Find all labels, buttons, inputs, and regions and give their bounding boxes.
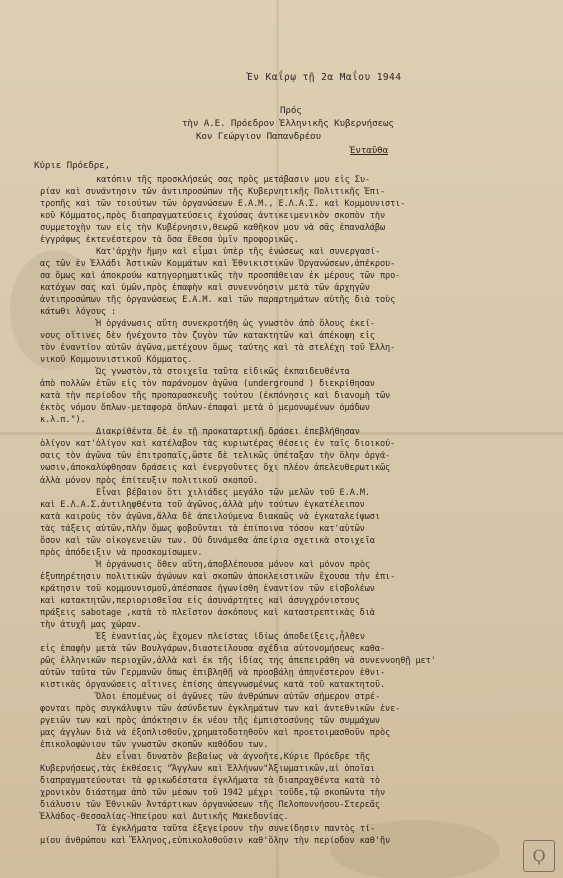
body-line: Διακρίθέντα δὲ ἐν τῇ προκαταρτικῇ δράσει ἐπεβλήθησαν <box>96 427 360 438</box>
body-line: ἐγγράφως ἐκτενέστερον τὰ ὅσα ἔθεσα ὑμῖν προφορικῶς. <box>40 235 299 246</box>
body-line: Τὰ ἐγκλήματα ταῦτα ἐξεγείρουν τὴν συνείδησιν παντὸς τί- <box>96 824 376 835</box>
recipient-line: Κον Γεώργιον Παπανδρέου <box>196 131 321 142</box>
body-line: νωσιν,ἀποκαλύφθησαν δράσεις καὶ ἐνεργοῦντες ὄχι πλέον ἀπελευθερωτικῶς <box>40 463 391 474</box>
body-line: ἐξυπηρέτησιν πολιτικῶν ἀγώνων καὶ σκοπῶν ἀποκλειστικῶν ἔχουσα τὴν ἐπι- <box>40 571 396 582</box>
body-line: τὰς τάξεις αὐτῶν,πλὴν ὅμως φοβοῦνται τὰ ἐπίποινα τόσον κατ'αὐτῶν <box>40 523 365 534</box>
body-line: Κατ'ἀρχὴν ἤμην καὶ εἶμαι ὑπὲρ τῆς ἑνώσεως καὶ συνεργασί- <box>96 247 381 258</box>
body-line: διαπραγματεύονται τὰ φρικωδέστατα ἐγκλήματα τὰ διαπραχθέντα κατὰ τὸ <box>40 776 380 786</box>
body-line: αὐτῶν ταῦτα τῶν Γερμανῶν ὅπως ἐπιβληθῇ νὰ προσβάλῃ ἀπηνέστερον ἐθνι- <box>40 667 386 678</box>
body-line: ὀλίγον κατ'ὀλίγον καὶ κατέλαβον τὰς κυριωτέρας θέσεις ἐν ταῖς διοικού- <box>40 439 396 450</box>
body-line: εἰς ἐπαφὴν μετὰ τῶν Βουλγάρων,διαστείλουσα σχέδια αὐτονομήσεως καθα- <box>40 643 386 654</box>
body-line: φονται πρὸς συγκάλυψιν τῶν ἀσύνδετων ἐγκλημάτων των καὶ ἀντεθνικῶν ἐνε- <box>40 703 401 714</box>
body-line: κατὰ τὴν περίοδον τῆς προπαρασκευῆς τούτου (ἐκπόνησις καὶ διανομὴ τῶν <box>40 391 391 402</box>
body-line: μίου ἀνθρώπου καὶ Ἕλληνος,εὐπικολοθοῦσιν καθ'ὅλην τὴν περίοδον καθ'ἣν <box>40 836 391 847</box>
body-line: ἐκτὸς νόμου ὅπλων-μεταφορὰ ὅπλων-ἐπαφαὶ μετὰ ὁ μεμονωμένων ὁμάδων <box>40 403 370 414</box>
body-line: ρῶς ἑλληνικῶν περιοχῶν,ἀλλὰ καὶ ἐκ τῆς ἰδίας της ἀπεπειράθη νὰ συνεννοηθῇ μετ' <box>40 655 436 666</box>
salutation: Κύριε Πρόεδρε, <box>34 160 111 171</box>
body-line: πρὸς ἀπόδειξιν νὰ προσκομίσωμεν. <box>40 547 203 558</box>
body-line: Ἑλλάδος-Θεσσαλίας-Ἠπείρου καὶ Δυτικῆς Μακεδονίας. <box>40 812 289 823</box>
body-line: ἀντιπροσώπων τῆς ὀργανώσεως Ε.Α.Μ. καὶ τῶν παραρτημάτων αὐτῆς διὰ τοὺς <box>40 295 396 306</box>
body-line: καὶ κατακτητῶν,περιορισθεῖσα εἰς ἀσυνάρτητες καὶ ἀσυγχρόνιστους <box>40 595 360 606</box>
body-line: τὴν ἀτυχῆ μας χώραν. <box>40 619 142 630</box>
body-line: νους οἵτινες δὲν ἠνέχοντο τὸν ζυγὸν τῶν κατακτητῶν καὶ ἀπέκοψη εἰς <box>40 331 375 342</box>
body-line: κατόπιν τῆς προσκλήσεώς σας πρὸς μετάβασιν μου εἰς Συ- <box>96 175 370 185</box>
body-line: σαις τὸν ἀγῶνα τῶν ἐπιτροπαῖς,ὥστε δὲ τελικῶς ὑπέταξαν τὴν ὅλην ὀργά- <box>40 451 391 462</box>
body-line: κράτησιν τοῦ κομμουνισμοῦ,ἀπέσπασε ἠγωνίσθη ἐναντίον τῶν εἰσβολέων <box>40 583 375 594</box>
body-line: καὶ Ε.Λ.Α.Σ.ἀντιληφθέντα τοῦ ἀγῶνος,ἀλλὰ μὴν τούτων ἐγκατέλειπον <box>40 499 365 510</box>
body-line: νικοῦ Κομμουνιστικοῦ Κόμματος. <box>40 355 193 366</box>
body-line: ρίαν καὶ συνάντησιν τῶν ἀντιπροσώπων τῆς Κυβερνητικῆς Πολιτικῆς Ἐπι- <box>40 187 386 198</box>
body-line: κιστικὰς ὀργανώσεις αἵτινες ἐπίσης ἀπεγνωσμένως κατὰ τοῦ κατακτητοῦ. <box>40 679 386 690</box>
body-line: Ἡ ὀργάνωσις ὅθεν αὕτη,ἀποβλέπουσα μόνον καὶ μόνον πρὸς <box>96 559 370 570</box>
body-line: Ὡς γνωστὸν,τὰ στοιχεῖα ταῦτα εἰδικῶς ἐκπαιδευθέντα <box>96 367 350 378</box>
recipient-line: Πρός <box>280 105 302 116</box>
letter-date: Ἐν Καΐρῳ τῇ 2α Μαΐου 1944 <box>247 72 402 83</box>
body-line: ας τῶν ἐν Ἑλλάδι Ἀστικῶν Κομμάτων καὶ Ἐθνικιστικῶν Ὀργανώσεων,ἀπέκρου- <box>40 259 396 270</box>
body-line: ὅσον καὶ τῶν οἰκογενειῶν των. Οὐ δυνάμεθα ἀπείρια σχετικὰ στοιχεῖα <box>40 535 375 546</box>
body-line: κοῦ Κόμματος,πρὸς διαπραγματεύσεις ἐχούσας ἀντικειμενικὸν σκοπὸν τὴν <box>40 211 386 222</box>
body-line: κατόχων σας καὶ ὑμῶν,πρὸς ἐπαφὴν καὶ συνεννόησιν μετὰ τῶν ἀρχηγῶν <box>40 283 370 294</box>
archive-stamp-icon: Ϙ <box>523 840 555 872</box>
body-line: ἐπικολοφώνιον τῶν γνωστῶν σκοπῶν καθόδου των. <box>40 739 269 750</box>
recipient-line: Ἐνταῦθα <box>350 145 389 156</box>
body-line: κατὰ καιροὺς τὸν ἀγῶνα,ἄλλα δὲ ἀπειλούμενα διακαῶς νὰ ἐγκαταλείψωσι <box>40 511 380 522</box>
body-line: Ἐξ ἐναντίας,ὡς ἔχομεν πλείστας ἰδίως ἀποδείξεις,ἦλθεν <box>96 631 365 642</box>
body-line: διάλυσιν τῶν Ἐθνικῶν Ἀντάρτικων ὀργανώσεων τῆς Πελοποννήσου-Στερεᾶς <box>40 800 380 811</box>
body-line: Ὅλοι ἐπομένως οἱ ἀγῶνες τῶν ἀνθρώπων αὐτῶν σήμερον στρέ- <box>96 691 381 702</box>
body-line: Δὲν εἶναι δυνατὸν βεβαίως νὰ ἀγνοῆτε,Κύριε Πρόεδρε τῆς <box>96 751 370 762</box>
body-line: τροπῆς καὶ τῶν τοιούτων τῶν ὀργανώσεων Ε.Α.Μ., Ε.Λ.Α.Σ. καὶ Κομμουνιστι- <box>40 199 406 210</box>
body-line: τὸν ἐναντίον αὐτῶν ἀγῶνα,μετέχουν ὅμως ταύτης καὶ τὰ στελέχη τοῦ Ἑλλη- <box>40 343 396 354</box>
body-line: μας ἀγγλων διὰ νὰ ἐξοπλισθοῦν,χρηματοδοτηθοῦν καὶ προετοιμασθοῦν πρὸς <box>40 727 391 738</box>
body-line: πράξεις sabotage ,κατὰ τὸ πλεῖστον ἀσκόπους καὶ καταστρεπτικὰς διὰ <box>40 607 375 618</box>
body-line: κάτωθι λόγους : <box>40 307 117 318</box>
body-line: Ἡ ὀργάνωσις αὕτη συνεκροτήθη ὡς γνωστὸν ἀπὸ ὅλους ἐκεί- <box>96 319 376 330</box>
body-line: συμμετοχὴν των εἰς τὴν Κυβέρνησιν,θεωρῶ καθῆκον μου νὰ σᾶς ἐπαναλάβω <box>40 223 386 234</box>
body-line: ἀλλὰ μόνον πρὸς ἐπίτευξιν πολιτικοῦ σκοποῦ. <box>40 475 259 486</box>
body-line: Κυβερνήσεως,τὰς ἐκθέσεις "Ἄγγλων καὶ Ἑλλήνων"Ἀξιωματικῶν,αἱ ὁποῖαι <box>40 763 375 774</box>
body-line: Εἶναι βέβαιον ὅτι χιλιάδες μεγάλο τῶν μελῶν τοῦ Ε.Α.Μ. <box>96 487 370 498</box>
body-line: ργειῶν των καὶ πρὸς ἀπόκτησιν ἐκ νέου τῆς ἐμπιστοσύνης τῶν συμμάχων <box>40 715 380 726</box>
body-line: χρονικὸν διάστημα ἀπὸ τῶν μέσων τοῦ 1942 μέχρι τοῦδε,τῷ σκοπῶντα τὴν <box>40 788 386 799</box>
recipient-line: τὴν Α.Ε. Πρόεδρον Ἑλληνικῆς Κυβερνήσεως <box>182 118 394 129</box>
body-line: ἀπὸ πολλῶν ἐτῶν εἰς τὸν παράνομον ἀγῶνα (underground ) διεκρίθησαν <box>40 379 375 390</box>
body-line: κ.λ.π."). <box>40 415 86 426</box>
body-line: σα ὅμως καὶ ἀποκρούω κατηγορηματικῶς τὴν προσπάθειαν ἐκ μέρους τῶν προ- <box>40 271 401 282</box>
